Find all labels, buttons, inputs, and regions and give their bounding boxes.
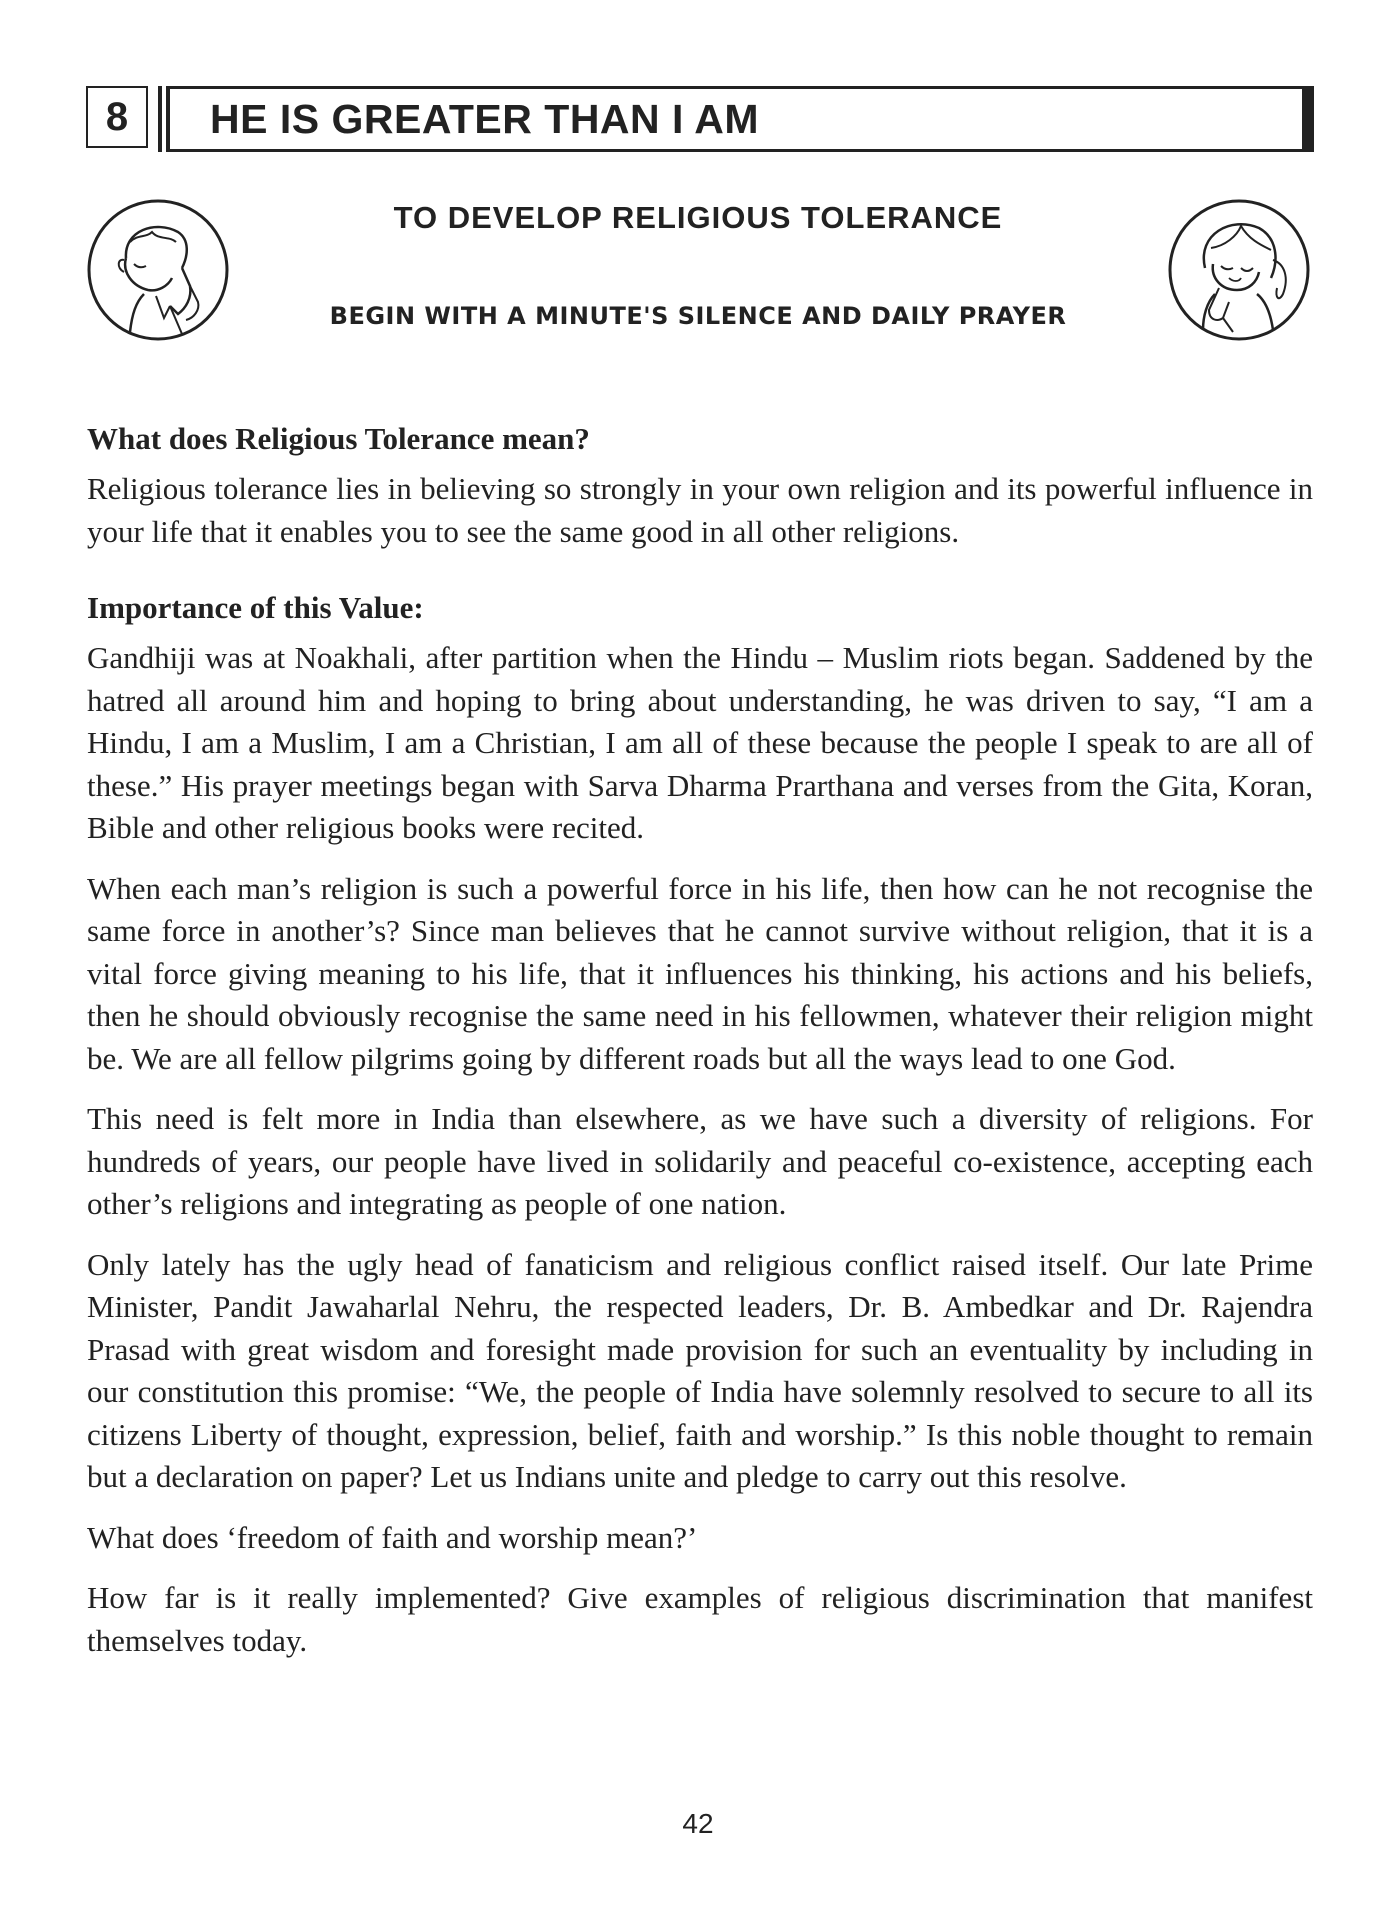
chapter-title: HE IS GREATER THAN I AM xyxy=(158,86,1314,152)
lesson-content xyxy=(87,418,1313,1680)
prayer-instruction: BEGIN WITH A MINUTE'S SILENCE AND DAILY PRAYER xyxy=(329,302,1067,330)
lesson-objective: TO DEVELOP RELIGIOUS TOLERANCE xyxy=(393,200,1003,235)
body-paragraph: This need is felt more in India than elsewhere, as we have such a diversity of religions. For hundreds of years, our people have lived in solidarily and peaceful co-existence, accepting each other’s religions and integrating as people of one nation. xyxy=(87,1101,1313,1221)
meaning-heading: What does Religious Tolerance mean? xyxy=(87,421,590,456)
meaning-paragraph: Religious tolerance lies in believing so strongly in your own religion and its powerful influence in your life that it enables you to see the same good in all other religions. xyxy=(87,471,1313,549)
page-number: 42 xyxy=(682,1808,714,1839)
body-paragraph: What does ‘freedom of faith and worship mean?’ xyxy=(87,1519,698,1555)
praying-girl-icon xyxy=(1167,198,1311,342)
importance-heading: Importance of this Value: xyxy=(87,590,424,625)
chapter-number: 8 xyxy=(86,86,148,148)
body-paragraph: When each man’s religion is such a powerful force in his life, then how can he not recognise the same force in another’s? Since man believes that he cannot survive without religion, that it is a vital force giving meaning to his life, that it influences his thinking, his actions and his beliefs, then he should obviously recognise the same need in his fellowmen, whatever their religion might be. We are all fellow pilgrims going by different roads but all the ways lead to one God. xyxy=(87,870,1313,1076)
body-paragraph: Gandhiji was at Noakhali, after partition when the Hindu – Muslim riots began. Saddened by the hatred all around him and hoping to bring about understanding, he was driven to say, “I am a Hindu, I am a Muslim, I am a Christian, I am all of these because the people I speak to are all of these.” His prayer meetings began with Sarva Dharma Prarthana and verses from the Gita, Koran, Bible and other religious books were recited. xyxy=(87,640,1313,845)
praying-boy-icon xyxy=(86,198,230,342)
chapter-header xyxy=(86,86,1314,152)
body-paragraph: How far is it really implemented? Give examples of religious discrimination that manifest themselves today. xyxy=(87,1580,1313,1658)
body-paragraph: Only lately has the ugly head of fanaticism and religious conflict raised itself. Our late Prime Minister, Pandit Jawaharlal Nehru, the respected leaders, Dr. B. Ambedkar and Dr. Rajendra Prasad with great wisdom and foresight made provision for such an eventuality by including in our constitution this promise: “We, the people of India have solemnly resolved to secure to all its citizens Liberty of thought, expression, belief, faith and worship.” Is this noble thought to remain but a declaration on paper? Let us Indians unite and pledge to carry out this resolve. xyxy=(87,1246,1313,1494)
